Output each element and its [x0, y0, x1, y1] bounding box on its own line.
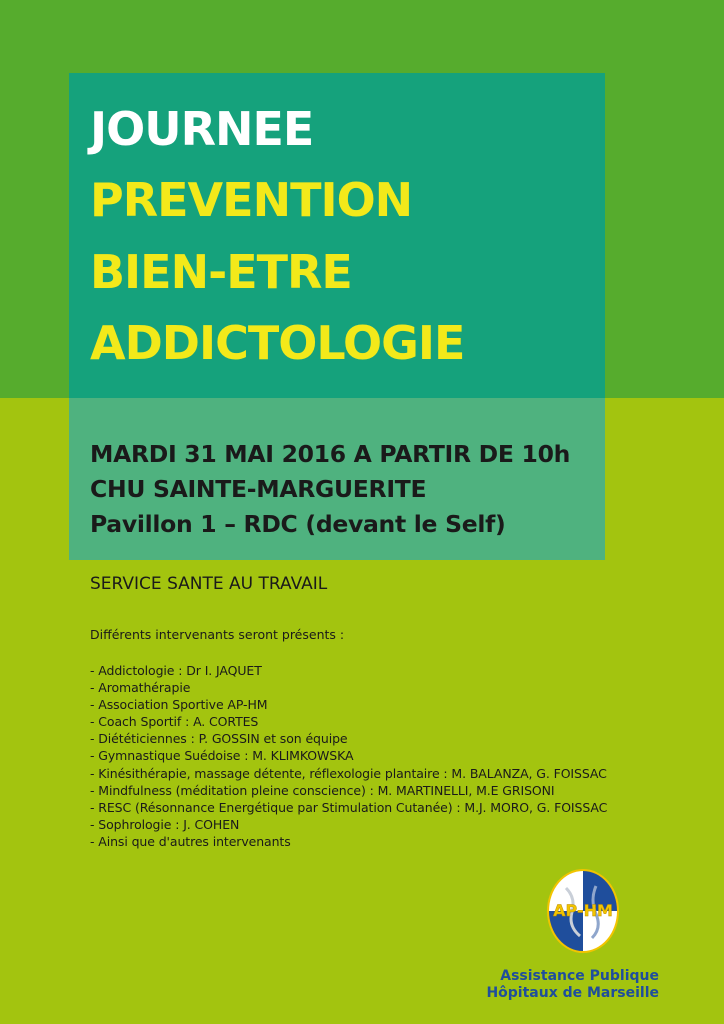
list-item: - Coach Sportif : A. CORTES	[90, 714, 259, 730]
service-name: SERVICE SANTE AU TRAVAIL	[90, 574, 328, 594]
speakers-list	[90, 662, 607, 850]
list-item: - RESC (Résonnance Energétique par Stimulation Cutanée) : M.J. MORO, G. FOISSAC	[90, 799, 608, 815]
list-item: - Diététiciennes : P. GOSSIN et son équipe	[90, 731, 348, 747]
list-item: - Sophrologie : J. COHEN	[90, 816, 240, 832]
title-bien-etre: BIEN-ETRE	[90, 245, 352, 299]
event-location: CHU SAINTE-MARGUERITE	[90, 475, 427, 503]
speakers-intro: Différents intervenants seront présents :	[90, 627, 345, 642]
list-item: - Mindfulness (méditation pleine conscience) : M. MARTINELLI, M.E GRISONI	[90, 782, 555, 798]
event-place: Pavillon 1 – RDC (devant le Self)	[90, 510, 506, 538]
list-item: - Ainsi que d'autres intervenants	[90, 833, 291, 849]
list-item: - Addictologie : Dr I. JAQUET	[90, 663, 262, 678]
list-item: - Aromathérapie	[90, 680, 191, 696]
logo-text: AP-HM	[553, 901, 613, 920]
aphm-logo	[546, 868, 620, 954]
title-journee: JOURNEE	[90, 102, 314, 156]
event-date: MARDI 31 MAI 2016 A PARTIR DE 10h	[90, 440, 571, 468]
list-item: - Association Sportive AP-HM	[90, 697, 268, 713]
title-prevention: PREVENTION	[90, 173, 413, 227]
list-item: - Gymnastique Suédoise : M. KLIMKOWSKA	[90, 748, 354, 764]
list-item: - Kinésithérapie, massage détente, réflexologie plantaire : M. BALANZA, G. FOISSAC	[90, 765, 607, 781]
organization-name-line1: Assistance Publique	[500, 968, 659, 984]
organization-name-line2: Hôpitaux de Marseille	[486, 985, 659, 1001]
title-addictologie: ADDICTOLOGIE	[90, 316, 465, 370]
